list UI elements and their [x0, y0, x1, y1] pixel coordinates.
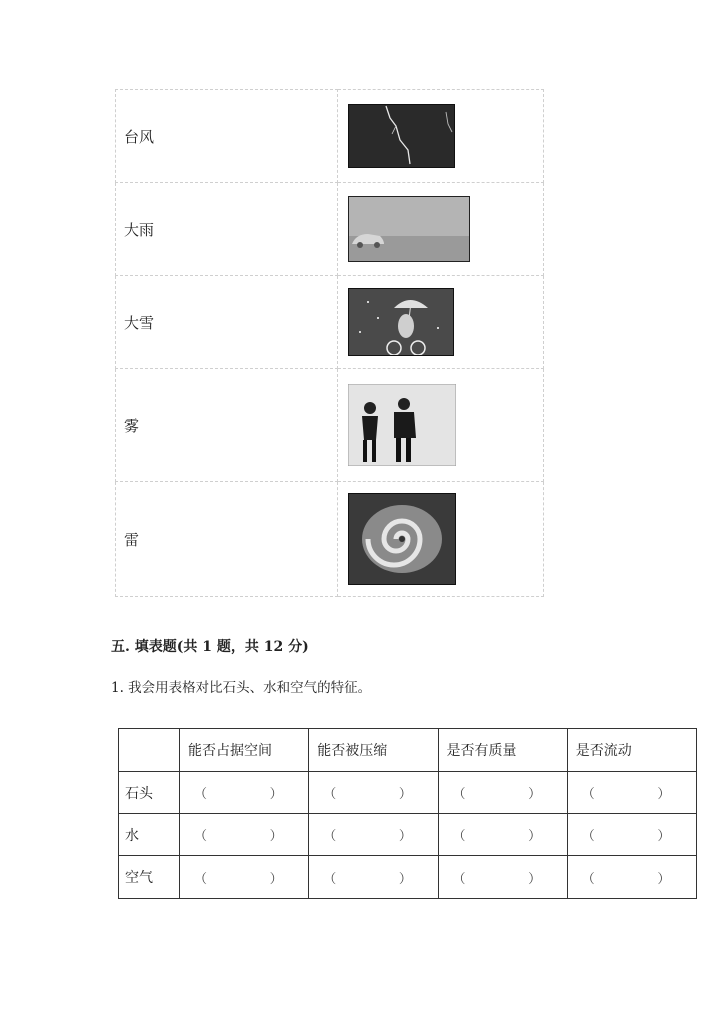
weather-label-heavy-snow: 大雪 [116, 276, 338, 369]
answer-blank[interactable]: （ ） [180, 772, 309, 814]
answer-blank[interactable]: （ ） [309, 856, 438, 899]
corner-cell [119, 729, 180, 772]
weather-label-typhoon: 台风 [116, 90, 338, 183]
header-has-mass: 是否有质量 [438, 729, 567, 772]
weather-matching-table [115, 89, 544, 597]
table-row [119, 814, 697, 856]
answer-blank[interactable]: （ ） [180, 814, 309, 856]
answer-blank[interactable]: （ ） [438, 856, 567, 899]
weather-label-fog: 雾 [116, 369, 338, 482]
row-label-water: 水 [119, 814, 180, 856]
table-row [119, 856, 697, 899]
heavy-rain-car-photo [348, 196, 470, 262]
header-flows: 是否流动 [567, 729, 696, 772]
comparison-table [118, 728, 697, 899]
typhoon-satellite-photo [348, 493, 456, 585]
lightning-photo [348, 104, 455, 168]
row-label-air: 空气 [119, 856, 180, 899]
weather-label-thunder: 雷 [116, 482, 338, 597]
weather-label-heavy-rain: 大雨 [116, 183, 338, 276]
section-title: 五. 填表题(共 1 题，共 12 分) [111, 639, 309, 655]
answer-blank[interactable]: （ ） [438, 772, 567, 814]
header-occupies-space: 能否占据空间 [180, 729, 309, 772]
question-text: 1. 我会用表格对比石头、水和空气的特征。 [111, 680, 372, 696]
answer-blank[interactable]: （ ） [567, 772, 696, 814]
answer-blank[interactable]: （ ） [567, 856, 696, 899]
answer-blank[interactable]: （ ） [438, 814, 567, 856]
answer-blank[interactable]: （ ） [309, 814, 438, 856]
snow-cyclist-umbrella-photo [348, 288, 454, 356]
header-compressible: 能否被压缩 [309, 729, 438, 772]
table-row [119, 772, 697, 814]
fog-couple-walking-photo [348, 384, 456, 466]
row-label-stone: 石头 [119, 772, 180, 814]
answer-blank[interactable]: （ ） [567, 814, 696, 856]
table-header-row [119, 729, 697, 772]
answer-blank[interactable]: （ ） [180, 856, 309, 899]
answer-blank[interactable]: （ ） [309, 772, 438, 814]
